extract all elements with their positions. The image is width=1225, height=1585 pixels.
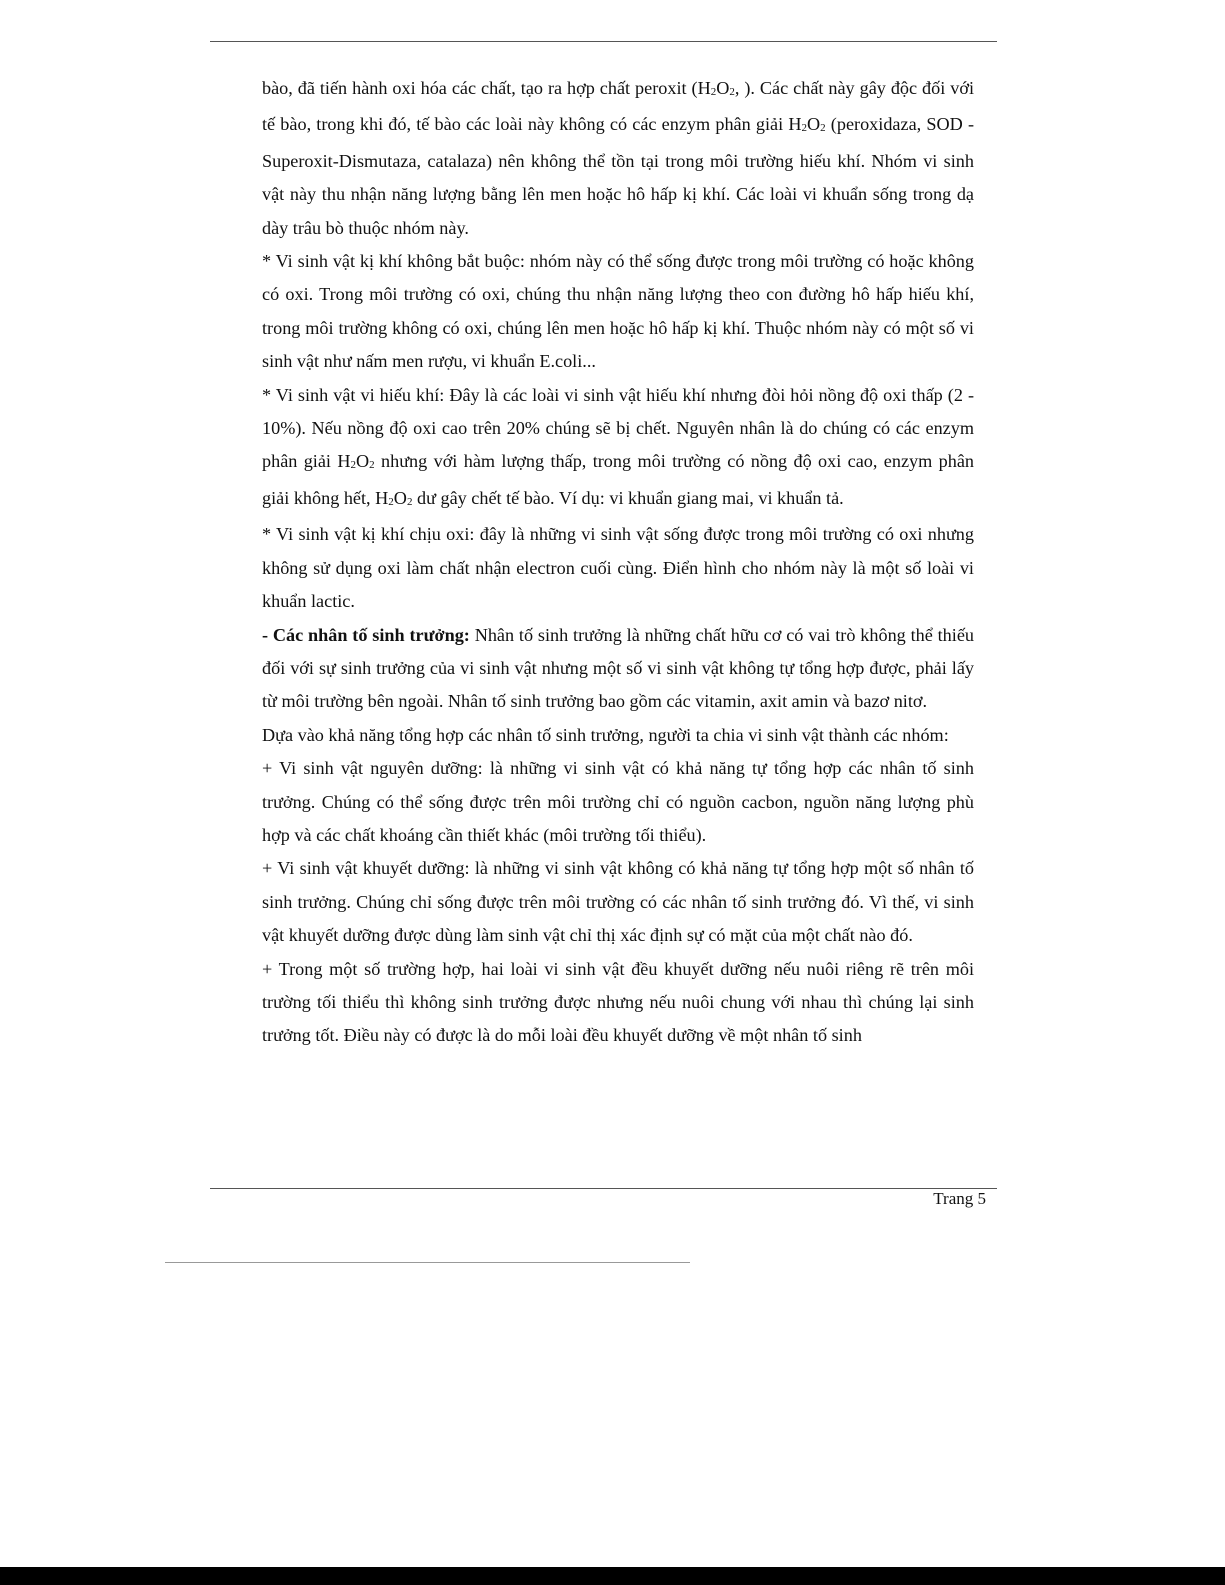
paragraph-auxotroph: + Vi sinh vật khuyết dưỡng: là những vi sinh vật không có khả năng tự tổng hợp một số nhân tố sinh trưởng. Chúng chỉ sống được trên môi trường có các nhân tố sinh trưởng đó. Vì thế, vi sinh vật khuyết dưỡng được dùng làm sinh vật chỉ thị xác định sự có mặt của một chất nào đó. xyxy=(262,858,974,946)
page-body xyxy=(262,72,974,1053)
page-separator-line xyxy=(165,1262,690,1263)
section-heading: - Các nhân tố sinh trưởng: xyxy=(262,624,470,645)
paragraph-syntrophy: + Trong một số trường hợp, hai loài vi sinh vật đều khuyết dưỡng nếu nuôi riêng rẽ trên môi trường tối thiểu thì không sinh trưởng được nhưng nếu nuôi chung với nhau thì chúng lại sinh trưởng tốt. Điều này có được là do mỗi loài đều khuyết dưỡng về một nhân tố sinh xyxy=(262,958,974,1046)
bottom-edge-bar xyxy=(0,1567,1225,1585)
paragraph-facultative-anaerobe: * Vi sinh vật kị khí không bắt buộc: nhóm này có thể sống được trong môi trường có hoặc không có oxi. Trong môi trường có oxi, chúng thu nhận năng lượng theo con đường hô hấp hiếu khí, trong môi trường không có oxi, chúng lên men hoặc hô hấp kị khí. Thuộc nhóm này có một số vi sinh vật như nấm men rượu, vi khuẩn E.coli... xyxy=(262,251,974,372)
paragraph-aerotolerant-anaerobe: * Vi sinh vật kị khí chịu oxi: đây là những vi sinh vật sống được trong môi trường có oxi nhưng không sử dụng oxi làm chất nhận electron cuối cùng. Điển hình cho nhóm này là một số loài vi khuẩn lactic. xyxy=(262,524,974,612)
footer-rule xyxy=(210,1188,997,1189)
page-number: Trang 5 xyxy=(933,1189,986,1208)
header-rule xyxy=(210,41,997,42)
paragraph-classification-intro: Dựa vào khả năng tổng hợp các nhân tố sinh trưởng, người ta chia vi sinh vật thành các nhóm: xyxy=(262,724,949,745)
paragraph-prototroph: + Vi sinh vật nguyên dưỡng: là những vi sinh vật có khả năng tự tổng hợp các nhân tố sinh trưởng. Chúng có thể sống được trên môi trường chỉ có nguồn cacbon, nguồn năng lượng phù hợp và các chất khoáng cần thiết khác (môi trường tối thiểu). xyxy=(262,758,974,845)
paragraph-microaerophile: * Vi sinh vật vi hiếu khí: Đây là các loài vi sinh vật hiếu khí nhưng đòi hỏi nồng độ oxi thấp (2 - 10%). Nếu nồng độ oxi cao trên 20% chúng sẽ bị chết. Nguyên nhân là do chúng có các enzym phân giải $H_2O_2$ nhưng với hàm lượng thấp, trong môi trường có nồng độ oxi cao, enzym phân giải không hết, $H_2O_2$ dư gây chết tế bào. Ví dụ: vi khuẩn giang mai, vi khuẩn tả. xyxy=(262,384,975,508)
paragraph-growth-factors: - Các nhân tố sinh trưởng: Nhân tố sinh trưởng là những chất hữu cơ có vai trò không thể thiếu đối với sự sinh trưởng của vi sinh vật nhưng một số vi sinh vật không tự tổng hợp được, phải lấy từ môi trường bên ngoài. Nhân tố sinh trưởng bao gồm các vitamin, axit amin và bazơ nitơ. xyxy=(262,624,974,712)
paragraph-peroxide: bào, đã tiến hành oxi hóa các chất, tạo ra hợp chất peroxit ($H_2O_2$, ). Các chất này gây độc đối với tế bào, trong khi đó, tế bào các loài này không có các enzym phân giải $H_2O_2$ (peroxidaza, SOD - Superoxit-Dismutaza, catalaza) nên không thể tồn tại trong môi trường hiếu khí. Nhóm vi sinh vật này thu nhận năng lượng bằng lên men hoặc hô hấp kị khí. Các loài vi khuẩn sống trong dạ dày trâu bò thuộc nhóm này. xyxy=(262,78,974,238)
